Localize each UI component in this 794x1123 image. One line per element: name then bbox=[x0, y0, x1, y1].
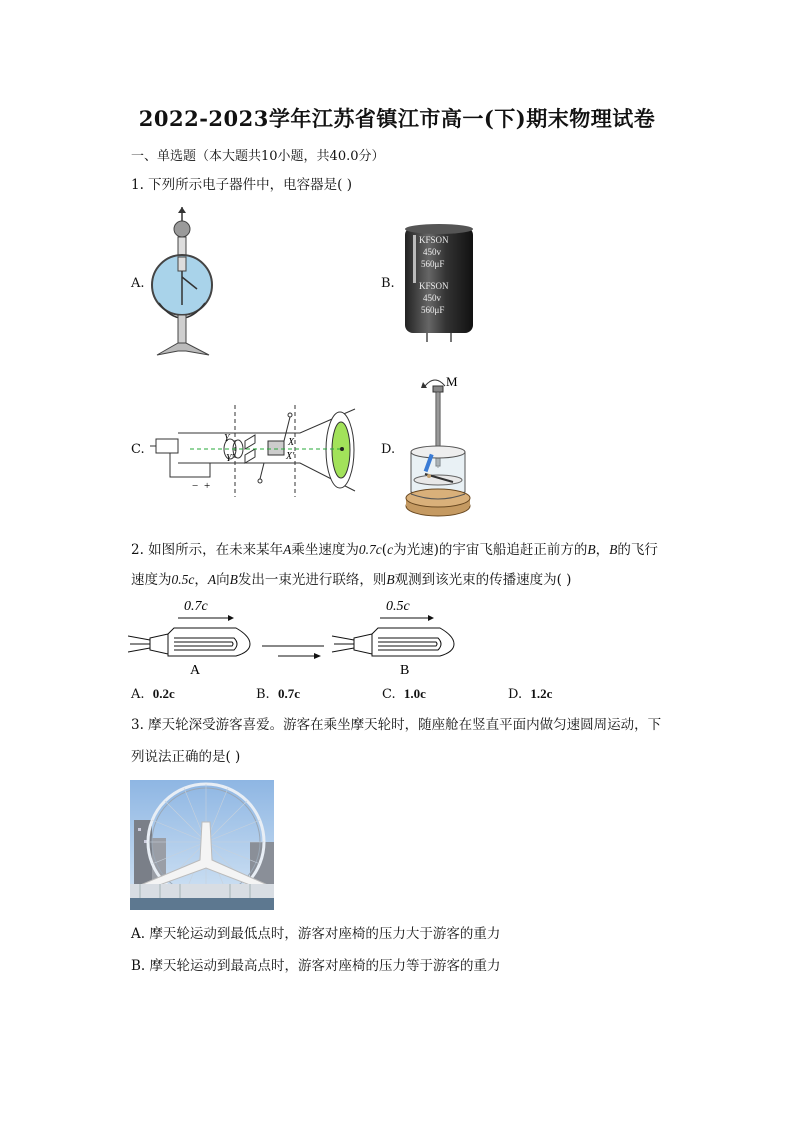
q2-l2-mid3: 发出一束光进行联络，则 bbox=[237, 572, 387, 588]
q2-option-d-value: 1.2c bbox=[530, 686, 553, 701]
q2-var-b-4: B bbox=[386, 572, 395, 587]
c-label-x-prime: X' bbox=[286, 451, 295, 462]
q2-l2-mid1: ， bbox=[194, 572, 208, 588]
question-3-line-2: 列说法正确的是( ) bbox=[131, 749, 241, 765]
q2-speed-2: 0.5c bbox=[171, 572, 195, 587]
question-3-line-1: 3. 摩天轮深受游客喜爱。游客在乘坐摩天轮时，随座舱在竖直平面内做匀速圆周运动，下 bbox=[131, 717, 662, 733]
q3-option-a: A. 摩天轮运动到最低点时，游客对座椅的压力大于游客的重力 bbox=[131, 926, 501, 942]
q2-option-c-value: 1.0c bbox=[403, 686, 426, 701]
q1-option-a-label: A. bbox=[131, 276, 145, 291]
c-label-minus: − bbox=[192, 480, 199, 492]
q2-l2-end: 观测到该光束的传播速度为( ) bbox=[394, 572, 572, 588]
electroscope-image bbox=[145, 207, 220, 359]
fig-speed-a: 0.7c bbox=[184, 599, 208, 614]
q2-l1-mid1: 乘坐速度为 bbox=[291, 542, 359, 558]
oscilloscope-tube-image bbox=[150, 405, 360, 497]
q2-l1-mid3: 为光速)的宇宙飞船追赶正前方的 bbox=[393, 542, 588, 558]
capacitor-image bbox=[403, 223, 475, 343]
spaceship-a bbox=[128, 628, 250, 656]
q2-speed-1: 0.7c bbox=[358, 542, 382, 557]
q2-l1-end: 的飞行 bbox=[617, 542, 658, 558]
c-label-plus: + bbox=[204, 480, 211, 492]
q2-var-a: A bbox=[283, 542, 292, 557]
c-label-y: Y bbox=[224, 433, 230, 444]
q2-l1-mid4: ， bbox=[595, 542, 610, 558]
torsion-balance-image bbox=[403, 370, 478, 520]
q2-option-b bbox=[256, 686, 300, 702]
q1-option-d-label: D. bbox=[381, 442, 396, 457]
q2-option-a-value: 0.2c bbox=[152, 686, 175, 701]
q2-option-a bbox=[131, 686, 175, 702]
c-label-x: X bbox=[288, 437, 295, 448]
spaceship-b bbox=[332, 628, 454, 656]
spaceships-figure bbox=[128, 594, 468, 680]
capacitor-text-5: 450v bbox=[423, 293, 441, 303]
capacitor-text-4: KFSON bbox=[419, 281, 449, 291]
q2-var-c: c bbox=[387, 542, 394, 557]
q1-option-c-label: C. bbox=[131, 442, 145, 457]
d-label-m: M bbox=[446, 374, 458, 389]
q2-l2-prefix: 速度为 bbox=[131, 572, 172, 588]
q3-option-b: B. 摩天轮运动到最高点时，游客对座椅的压力等于游客的重力 bbox=[131, 958, 501, 974]
q2-var-a-2: A bbox=[207, 572, 217, 587]
capacitor-text-2: 450v bbox=[423, 247, 441, 257]
q2-l2-mid2: 向 bbox=[216, 572, 230, 588]
question-2-line-1 bbox=[131, 535, 658, 565]
fig-speed-b: 0.5c bbox=[386, 599, 410, 614]
q2-option-c-letter: C. bbox=[382, 687, 396, 702]
question-1-stem: 1. 下列所示电子器件中，电容器是( ) bbox=[131, 177, 352, 193]
q2-l1-prefix: 2. 如图所示，在未来某年 bbox=[131, 542, 284, 558]
q2-option-d bbox=[508, 686, 552, 702]
fig-label-a: A bbox=[190, 663, 201, 678]
q2-option-d-letter: D. bbox=[508, 687, 523, 702]
q1-option-b-label: B. bbox=[381, 276, 395, 291]
section-heading: 一、单选题（本大题共10小题，共40.0分） bbox=[131, 149, 385, 164]
q2-var-b-3: B bbox=[229, 572, 238, 587]
q2-option-b-letter: B. bbox=[256, 687, 270, 702]
ferris-wheel-photo bbox=[130, 780, 274, 910]
q2-option-a-letter: A. bbox=[131, 687, 145, 702]
capacitor-text-1: KFSON bbox=[419, 235, 449, 245]
q2-var-b: B bbox=[587, 542, 596, 557]
q2-var-b-2: B bbox=[609, 542, 618, 557]
capacitor-text-6: 560μF bbox=[421, 305, 445, 315]
question-2-line-2 bbox=[131, 565, 571, 595]
q2-l1-mid2: ( bbox=[381, 542, 388, 558]
c-label-y-prime: Y' bbox=[226, 453, 234, 464]
fig-label-b: B bbox=[400, 663, 410, 678]
q2-option-b-value: 0.7c bbox=[277, 686, 300, 701]
q2-option-c bbox=[382, 686, 426, 702]
capacitor-text-3: 560μF bbox=[421, 259, 445, 269]
page-title: 2022-2023学年江苏省镇江市高一(下)期末物理试卷 bbox=[138, 106, 656, 131]
